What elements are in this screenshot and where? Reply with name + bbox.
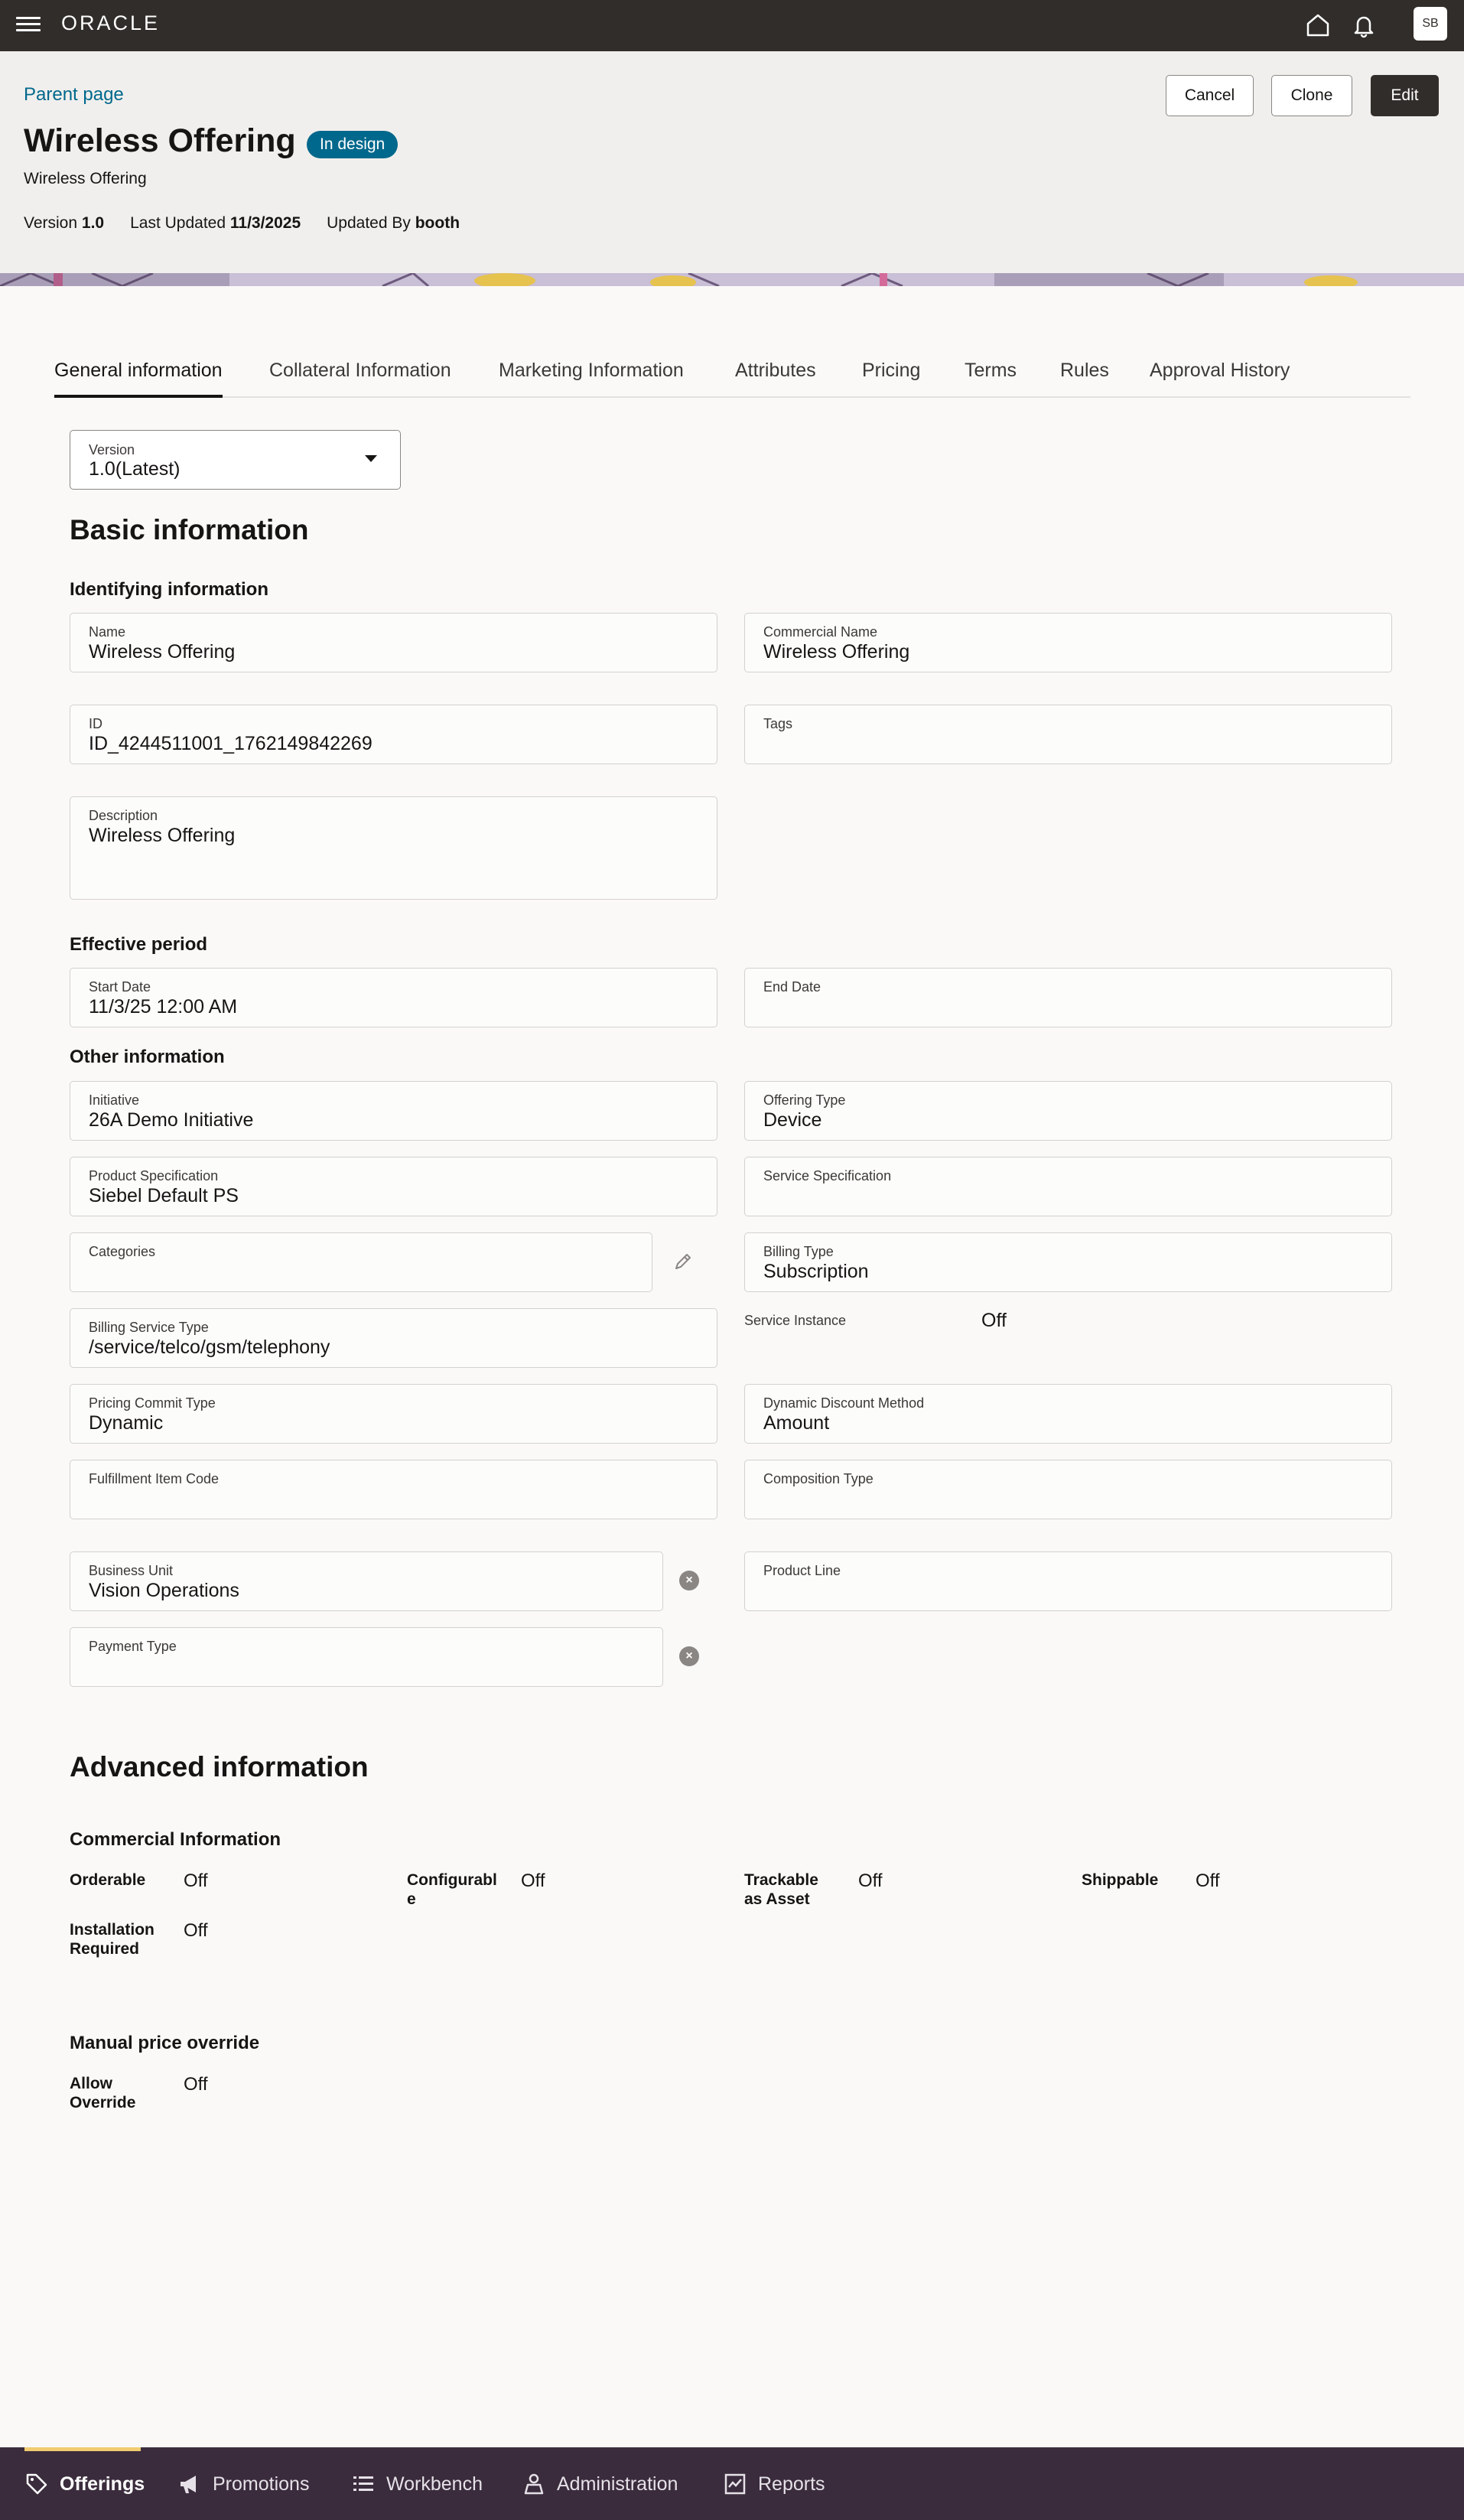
service-specification-field[interactable] bbox=[744, 1157, 1392, 1216]
dynamic-discount-method-field[interactable] bbox=[744, 1384, 1392, 1444]
tags-field[interactable] bbox=[744, 705, 1392, 764]
fulfillment-item-code-field[interactable] bbox=[70, 1460, 717, 1519]
last-updated-info: Last Updated 11/3/2025 bbox=[130, 214, 301, 232]
id-value: ID_4244511001_1762149842269 bbox=[89, 733, 373, 754]
top-bar bbox=[0, 0, 1464, 51]
nav-workbench-label: Workbench bbox=[386, 2473, 483, 2495]
pricing-commit-type-label: Pricing Commit Type bbox=[89, 1395, 216, 1411]
billing-type-label: Billing Type bbox=[763, 1244, 834, 1259]
fulfillment-item-code-label: Fulfillment Item Code bbox=[89, 1471, 220, 1486]
tab-rules[interactable]: Rules bbox=[1060, 360, 1109, 381]
decorative-banner bbox=[0, 273, 1464, 286]
manual-price-override-heading: Manual price override bbox=[70, 2033, 260, 2053]
product-line-field[interactable] bbox=[744, 1551, 1392, 1611]
offering-type-value: Device bbox=[763, 1109, 822, 1131]
clone-button[interactable]: Clone bbox=[1271, 75, 1352, 116]
page-subtitle: Wireless Offering bbox=[24, 170, 147, 187]
allow-override-value[interactable]: Off bbox=[184, 2074, 208, 2095]
nav-administration-label: Administration bbox=[557, 2473, 678, 2495]
menu-icon[interactable] bbox=[16, 13, 41, 36]
tag-icon bbox=[24, 2472, 49, 2496]
tags-label: Tags bbox=[763, 716, 793, 731]
categories-label: Categories bbox=[89, 1244, 156, 1259]
configurable-label: Configurabl e bbox=[407, 1871, 497, 1908]
basic-information-heading: Basic information bbox=[70, 514, 309, 545]
name-field[interactable] bbox=[70, 613, 717, 672]
shippable-value[interactable]: Off bbox=[1196, 1870, 1220, 1891]
list-icon bbox=[351, 2472, 376, 2496]
billing-type-field[interactable] bbox=[744, 1232, 1392, 1292]
nav-promotions-label: Promotions bbox=[213, 2473, 310, 2495]
pencil-icon[interactable] bbox=[672, 1250, 695, 1273]
bottom-nav bbox=[0, 2447, 1464, 2520]
offering-type-field[interactable] bbox=[744, 1081, 1392, 1141]
categories-field[interactable] bbox=[70, 1232, 652, 1292]
shippable-label: Shippable bbox=[1082, 1871, 1159, 1889]
composition-type-label: Composition Type bbox=[763, 1471, 874, 1486]
trackable-as-asset-label: Trackable as Asset bbox=[744, 1871, 818, 1908]
avatar[interactable]: SB bbox=[1414, 7, 1447, 41]
cancel-button[interactable]: Cancel bbox=[1166, 75, 1254, 116]
payment-type-field[interactable] bbox=[70, 1627, 663, 1687]
dynamic-discount-method-label: Dynamic Discount Method bbox=[763, 1395, 925, 1411]
product-line-label: Product Line bbox=[763, 1563, 841, 1578]
tab-approval-history[interactable]: Approval History bbox=[1150, 360, 1290, 381]
commercial-name-value: Wireless Offering bbox=[763, 641, 910, 663]
product-specification-field[interactable] bbox=[70, 1157, 717, 1216]
service-specification-label: Service Specification bbox=[763, 1168, 892, 1183]
advanced-information-heading: Advanced information bbox=[70, 1751, 369, 1783]
product-specification-label: Product Specification bbox=[89, 1168, 219, 1183]
nav-workbench[interactable] bbox=[351, 2470, 483, 2498]
allow-override-label: Allow Override bbox=[70, 2075, 136, 2111]
payment-type-label: Payment Type bbox=[89, 1639, 177, 1654]
configurable-value[interactable]: Off bbox=[521, 1870, 545, 1891]
nav-promotions[interactable] bbox=[177, 2470, 309, 2498]
pricing-commit-type-value: Dynamic bbox=[89, 1412, 164, 1434]
composition-type-field[interactable] bbox=[744, 1460, 1392, 1519]
orderable-value[interactable]: Off bbox=[184, 1870, 208, 1891]
version-info: Version 1.0 bbox=[24, 214, 105, 232]
parent-page-link[interactable]: Parent page bbox=[24, 84, 124, 105]
description-field[interactable] bbox=[70, 796, 717, 900]
service-instance-value[interactable]: Off bbox=[981, 1310, 1007, 1331]
installation-required-value[interactable]: Off bbox=[184, 1920, 208, 1941]
nav-offerings-label: Offerings bbox=[60, 2473, 145, 2495]
start-date-value: 11/3/25 12:00 AM bbox=[89, 996, 238, 1017]
tab-general-information[interactable]: General information bbox=[54, 360, 223, 398]
effective-period-heading: Effective period bbox=[70, 934, 208, 955]
end-date-field[interactable] bbox=[744, 968, 1392, 1027]
initiative-label: Initiative bbox=[89, 1092, 140, 1108]
dynamic-discount-method-value: Amount bbox=[763, 1412, 830, 1434]
name-label: Name bbox=[89, 624, 126, 640]
trackable-as-asset-value[interactable]: Off bbox=[858, 1870, 883, 1891]
id-label: ID bbox=[89, 716, 102, 731]
report-icon bbox=[723, 2472, 747, 2496]
tab-pricing[interactable]: Pricing bbox=[862, 360, 921, 381]
updated-by-info: Updated By booth bbox=[327, 214, 460, 232]
tab-collateral-information[interactable]: Collateral Information bbox=[269, 360, 451, 381]
identifying-information-heading: Identifying information bbox=[70, 579, 268, 600]
end-date-label: End Date bbox=[763, 979, 821, 995]
version-select[interactable] bbox=[70, 430, 401, 490]
nav-reports[interactable] bbox=[723, 2470, 825, 2498]
admin-icon bbox=[522, 2472, 546, 2496]
description-value: Wireless Offering bbox=[89, 825, 236, 846]
billing-service-type-field[interactable] bbox=[70, 1308, 717, 1368]
nav-reports-label: Reports bbox=[758, 2473, 825, 2495]
product-specification-value: Siebel Default PS bbox=[89, 1185, 239, 1206]
offering-type-label: Offering Type bbox=[763, 1092, 846, 1108]
version-select-value: 1.0(Latest) bbox=[89, 458, 181, 480]
initiative-field[interactable] bbox=[70, 1081, 717, 1141]
id-field[interactable] bbox=[70, 705, 717, 764]
oracle-logo: ORACLE bbox=[61, 11, 161, 34]
billing-service-type-value: /service/telco/gsm/telephony bbox=[89, 1337, 330, 1358]
commercial-information-heading: Commercial Information bbox=[70, 1829, 281, 1850]
installation-required-label: Installation Required bbox=[70, 1921, 155, 1958]
version-meta bbox=[24, 214, 460, 233]
clear-business-unit-icon[interactable]: × bbox=[679, 1571, 699, 1590]
description-label: Description bbox=[89, 808, 158, 823]
nav-administration[interactable] bbox=[522, 2470, 678, 2498]
page-title: Wireless Offering bbox=[24, 122, 296, 159]
start-date-label: Start Date bbox=[89, 979, 151, 995]
business-unit-value: Vision Operations bbox=[89, 1580, 239, 1601]
pricing-commit-type-field[interactable] bbox=[70, 1384, 717, 1444]
billing-service-type-label: Billing Service Type bbox=[89, 1320, 209, 1335]
edit-button[interactable]: Edit bbox=[1371, 75, 1439, 116]
status-badge: In design bbox=[307, 131, 398, 158]
active-indicator bbox=[24, 2447, 141, 2451]
chevron-down-icon bbox=[365, 455, 377, 462]
version-select-label: Version bbox=[89, 442, 135, 457]
business-unit-label: Business Unit bbox=[89, 1563, 174, 1578]
initiative-value: 26A Demo Initiative bbox=[89, 1109, 254, 1131]
clear-payment-type-icon[interactable]: × bbox=[679, 1646, 699, 1666]
billing-type-value: Subscription bbox=[763, 1261, 869, 1282]
commercial-name-label: Commercial Name bbox=[763, 624, 878, 640]
nav-offerings[interactable] bbox=[24, 2470, 145, 2498]
bell-icon[interactable] bbox=[1348, 9, 1380, 41]
business-unit-field[interactable] bbox=[70, 1551, 663, 1611]
tab-attributes[interactable]: Attributes bbox=[735, 360, 816, 381]
home-icon[interactable] bbox=[1302, 9, 1334, 41]
megaphone-icon bbox=[177, 2472, 202, 2496]
service-instance-label: Service Instance bbox=[744, 1313, 847, 1328]
commercial-name-field[interactable] bbox=[744, 613, 1392, 672]
orderable-label: Orderable bbox=[70, 1871, 146, 1889]
start-date-field[interactable] bbox=[70, 968, 717, 1027]
tab-marketing-information[interactable]: Marketing Information bbox=[499, 360, 684, 381]
other-information-heading: Other information bbox=[70, 1047, 225, 1067]
tab-bar bbox=[54, 360, 1410, 398]
tab-terms[interactable]: Terms bbox=[965, 360, 1017, 381]
name-value: Wireless Offering bbox=[89, 641, 236, 663]
